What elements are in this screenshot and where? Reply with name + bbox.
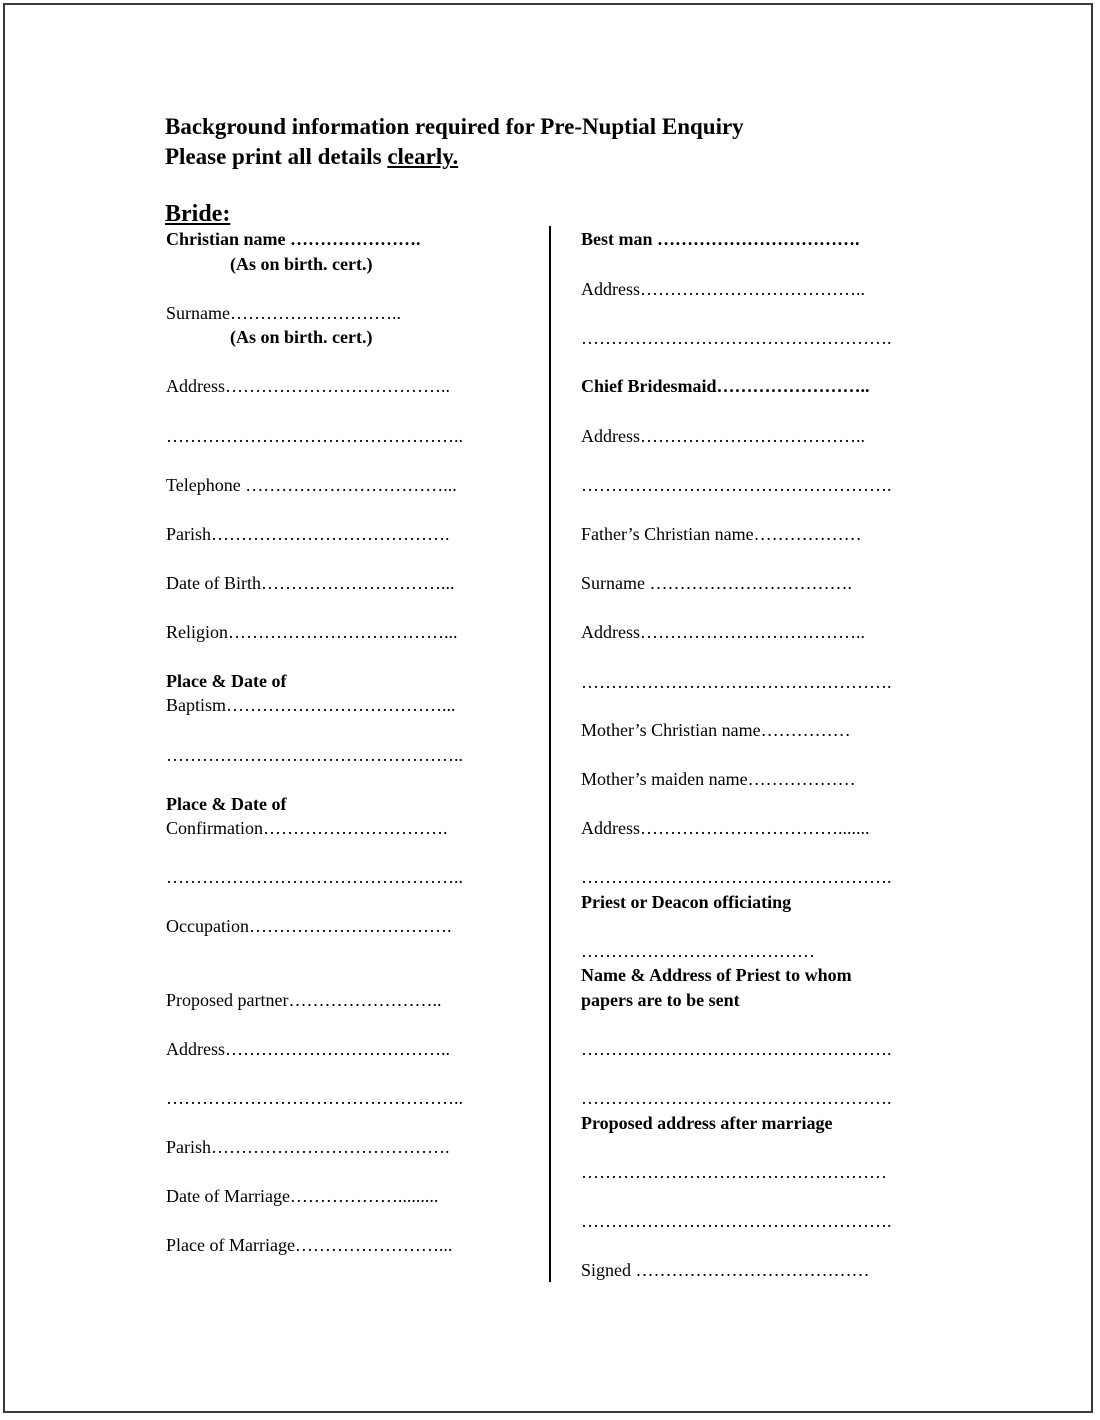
priest-papers-label-line2: papers are to be sent [581,990,740,1010]
telephone-field[interactable]: Telephone ……………………………... [166,475,457,495]
confirmation-continuation[interactable]: ………………………………………….. [166,867,463,887]
mother-christian-name-field[interactable]: Mother’s Christian name…………… [581,720,851,740]
bridesmaid-address-field[interactable]: Address……………………………….. [581,426,865,446]
place-of-marriage-field[interactable]: Place of Marriage……………………... [166,1235,453,1255]
mother-address-field[interactable]: Address……………………………....... [581,818,870,838]
column-divider [549,226,551,1282]
date-of-marriage-field[interactable]: Date of Marriage………………......... [166,1186,439,1206]
proposed-address-field-2[interactable]: ……………………………………………. [581,1211,892,1231]
confirmation-label: Place & Date of [166,794,287,814]
baptism-continuation[interactable]: ………………………………………….. [166,745,463,765]
bride-section-heading: Bride: [165,201,231,227]
priest-officiating-label: Priest or Deacon officiating [581,892,792,912]
partner-address-field[interactable]: Address……………………………….. [166,1039,450,1059]
signed-field[interactable]: Signed ………………………………… [581,1260,870,1280]
father-address-field[interactable]: Address……………………………….. [581,622,865,642]
christian-name-note: (As on birth. cert.) [230,254,373,274]
christian-name-field[interactable]: Christian name …………………. [166,229,421,249]
date-of-birth-field[interactable]: Date of Birth…………………………... [166,573,455,593]
best-man-address-field[interactable]: Address……………………………….. [581,279,865,299]
proposed-address-field-1[interactable]: …………………………………………… [581,1162,887,1182]
address-field[interactable]: Address……………………………….. [166,376,450,396]
proposed-partner-field[interactable]: Proposed partner…………………….. [166,990,442,1010]
baptism-label: Place & Date of [166,671,287,691]
proposed-address-label: Proposed address after marriage [581,1113,833,1133]
priest-papers-field-1[interactable]: ……………………………………………. [581,1039,892,1059]
form-title: Background information required for Pre-Nuptial Enquiry [165,114,744,139]
best-man-field[interactable]: Best man ……………………………. [581,229,860,249]
father-surname-field[interactable]: Surname ……………………………. [581,573,852,593]
partner-parish-field[interactable]: Parish…………………………………. [166,1137,450,1157]
surname-note: (As on birth. cert.) [230,327,373,347]
baptism-field[interactable]: Baptism………………………………... [166,695,456,715]
religion-field[interactable]: Religion………………………………... [166,622,458,642]
priest-papers-label-line1: Name & Address of Priest to whom [581,965,852,985]
instruction-emphasis: clearly. [387,144,459,169]
address-continuation[interactable]: ………………………………………….. [166,426,463,446]
form-instruction [165,144,458,170]
chief-bridesmaid-field[interactable]: Chief Bridesmaid…………………….. [581,376,870,396]
father-christian-name-field[interactable]: Father’s Christian name……………… [581,524,862,544]
father-address-continuation[interactable]: ……………………………………………. [581,672,892,692]
surname-field[interactable]: Surname……………………….. [166,303,401,323]
bridesmaid-address-continuation[interactable]: ……………………………………………. [581,475,892,495]
best-man-address-continuation[interactable]: ……………………………………………. [581,328,892,348]
partner-address-continuation[interactable]: ………………………………………….. [166,1088,463,1108]
mother-address-continuation[interactable]: ……………………………………………. [581,867,892,887]
confirmation-field[interactable]: Confirmation…………………………. [166,818,448,838]
occupation-field[interactable]: Occupation……………………………. [166,916,452,936]
instruction-prefix: Please print all details [165,144,388,169]
parish-field[interactable]: Parish…………………………………. [166,524,450,544]
priest-officiating-field[interactable]: ………………………………… [581,941,815,961]
priest-papers-field-2[interactable]: ……………………………………………. [581,1088,892,1108]
mother-maiden-name-field[interactable]: Mother’s maiden name……………… [581,769,856,789]
